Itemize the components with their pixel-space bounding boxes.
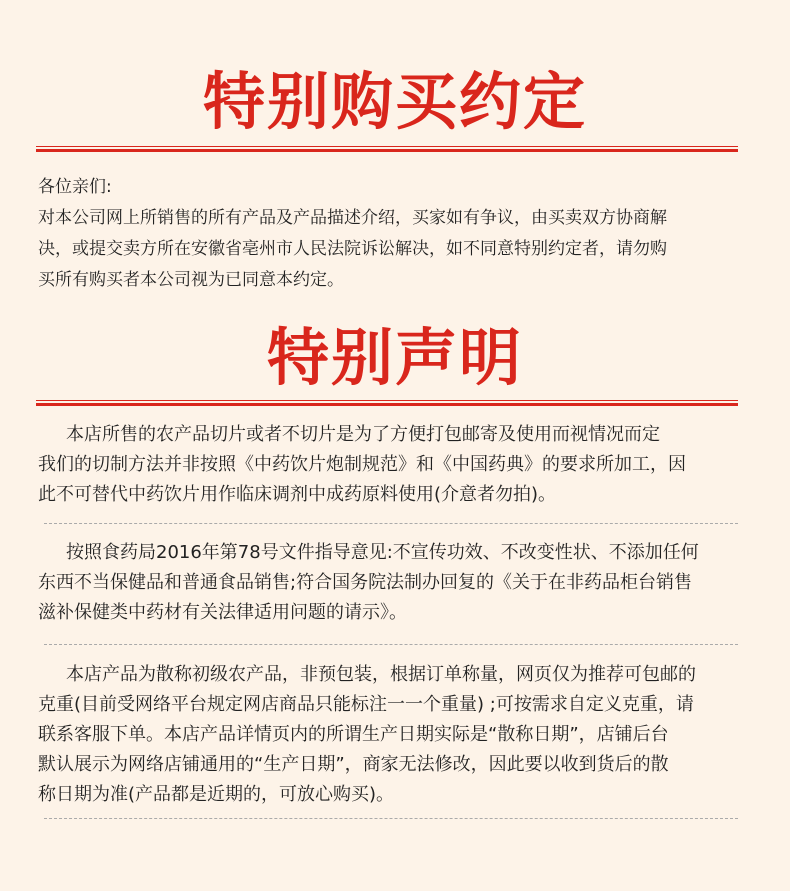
statement-line: 本店所售的农产品切片或者不切片是为了方便打包邮寄及使用而视情况而定 — [66, 424, 660, 445]
statement-line: 称日期为准(产品都是近期的，可放心购买)。 — [38, 784, 395, 805]
statement-section-slicing — [38, 420, 738, 510]
statement-section-weight — [38, 660, 738, 810]
statement-line: 联系客服下单。本店产品详情页内的所谓生产日期实际是“散称日期”，店铺后台 — [38, 724, 669, 745]
title-divider — [36, 146, 738, 152]
title-divider — [36, 400, 738, 406]
statement-line: 滋补保健类中药材有关法律适用问题的请示》。 — [38, 602, 407, 623]
statement-line: 默认展示为网络店铺通用的“生产日期”，商家无法修改，因此要以收到货后的散 — [38, 754, 669, 775]
statement-section-regulation — [38, 538, 738, 628]
agreement-line: 决，或提交卖方所在安徽省亳州市人民法院诉讼解决，如不同意特别约定者，请勿购 — [38, 239, 667, 259]
statement-line: 克重(目前受网络平台规定网店商品只能标注一一个重量) ;可按需求自定义克重，请 — [38, 694, 694, 715]
statement-line: 本店产品为散称初级农产品，非预包装，根据订单称量，网页仅为推荐可包邮的 — [66, 664, 696, 685]
statement-line: 按照食药局2016年第78号文件指导意见:不宣传功效、不改变性状、不添加任何 — [66, 542, 699, 563]
agreement-line: 买所有购买者本公司视为已同意本约定。 — [38, 270, 344, 290]
agreement-line: 对本公司网上所销售的所有产品及产品描述介绍，买家如有争议，由买卖双方协商解 — [38, 208, 667, 228]
statement-line: 我们的切制方法并非按照《中药饮片炮制规范》和《中国药典》的要求所加工，因 — [38, 454, 686, 475]
dashed-divider — [44, 523, 738, 524]
dashed-divider — [44, 818, 738, 819]
statement-title: 特别声明 — [266, 321, 523, 394]
statement-line: 此不可替代中药饮片用作临床调剂中成药原料使用(介意者勿拍)。 — [38, 484, 557, 505]
agreement-title: 特别购买约定 — [202, 65, 587, 138]
greeting: 各位亲们: — [38, 177, 112, 197]
statement-line: 东西不当保健品和普通食品销售;符合国务院法制办回复的《关于在非药品柜台销售 — [38, 572, 693, 593]
agreement-body — [38, 172, 738, 296]
dashed-divider — [44, 644, 738, 645]
